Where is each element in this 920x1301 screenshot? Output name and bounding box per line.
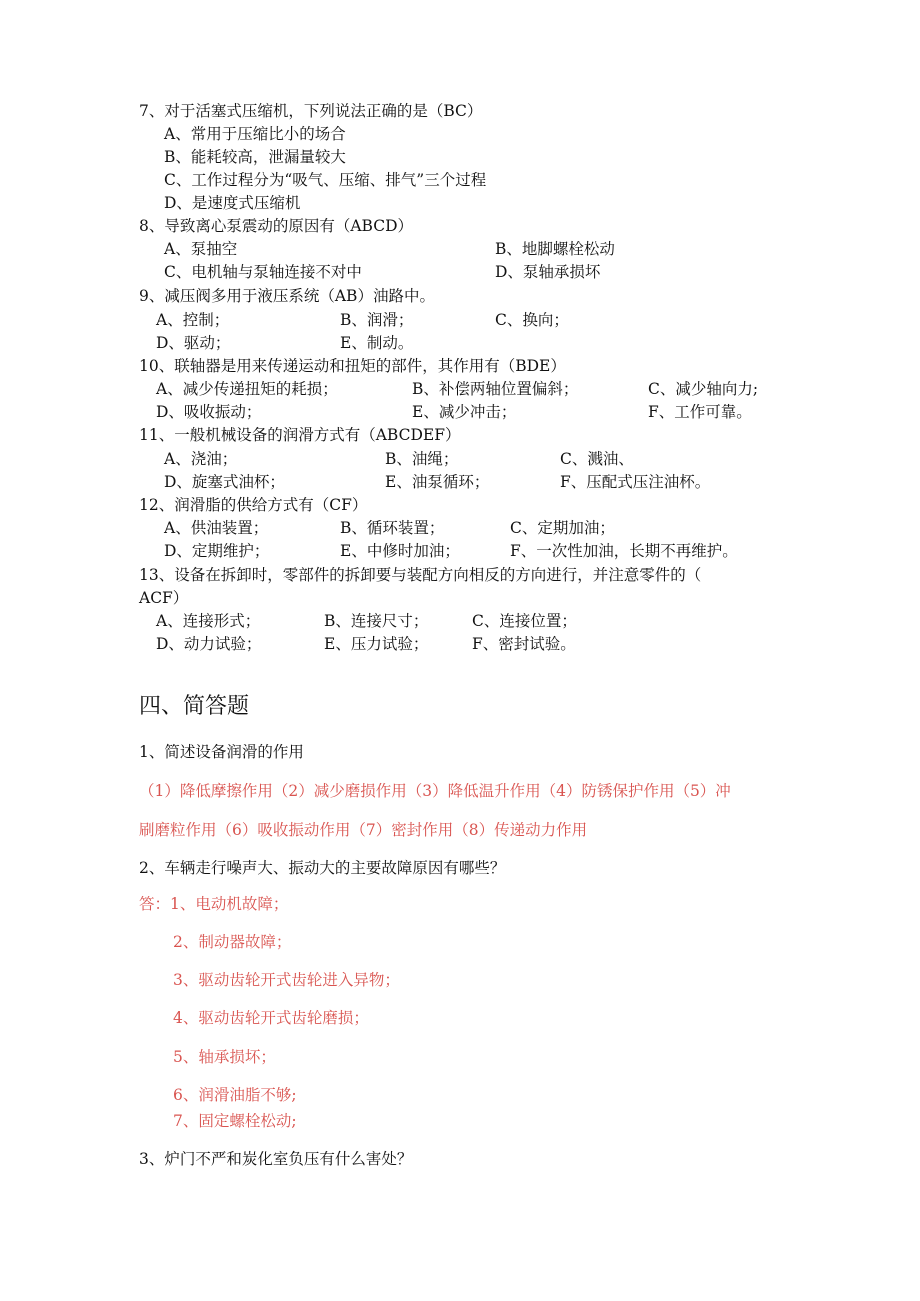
q10-option-c: C、减少轴向力; xyxy=(648,380,759,398)
q11-stem: 11、一般机械设备的润滑方式有（ABCDEF） xyxy=(139,426,461,444)
q9-option-a: A、控制； xyxy=(156,311,230,329)
q11-option-e: E、油泵循环； xyxy=(385,473,490,491)
q7-option-c: C、工作过程分为“吸气、压缩、排气”三个过程 xyxy=(164,171,487,189)
q8-stem: 8、导致离心泵震动的原因有（ABCD） xyxy=(139,217,414,235)
sa-q2-answer-4: 4、驱动齿轮开式齿轮磨损； xyxy=(173,1009,369,1027)
q9-stem: 9、减压阀多用于液压系统（AB）油路中。 xyxy=(139,287,435,305)
q10-option-f: F、工作可靠。 xyxy=(648,403,752,421)
q8-option-b: B、地脚螺栓松动 xyxy=(495,240,615,258)
q13-stem: 13、设备在拆卸时，零部件的拆卸要与装配方向相反的方向进行，并注意零件的（ xyxy=(139,566,702,584)
q12-stem: 12、润滑脂的供给方式有（CF） xyxy=(139,496,368,514)
q12-option-c: C、定期加油； xyxy=(510,519,615,537)
sa-q2-answer-7: 7、固定螺栓松动; xyxy=(173,1112,297,1130)
q13-stem-cont: ACF） xyxy=(139,589,189,607)
q9-option-c: C、换向； xyxy=(495,311,569,329)
q11-option-d: D、旋塞式油杯； xyxy=(164,473,285,491)
q8-option-d: D、泵轴承损坏 xyxy=(495,263,601,281)
q7-option-b: B、能耗较高，泄漏量较大 xyxy=(164,148,346,166)
q8-option-a: A、泵抽空 xyxy=(164,240,238,258)
q13-option-b: B、连接尺寸； xyxy=(324,612,429,630)
q12-option-a: A、供油装置； xyxy=(164,519,269,537)
q11-option-c: C、溅油、 xyxy=(560,450,634,468)
sa-q1-answer-line1: （1）降低摩擦作用（2）减少磨损作用（3）降低温升作用（4）防锈保护作用（5）冲 xyxy=(139,782,731,800)
sa-q2-answer-1: 答：1、电动机故障； xyxy=(139,895,289,913)
q11-option-b: B、油绳； xyxy=(385,450,459,468)
sa-q2-stem: 2、车辆走行噪声大、振动大的主要故障原因有哪些？ xyxy=(139,859,506,877)
section-title: 四、简答题 xyxy=(139,694,250,719)
sa-q1-stem: 1、简述设备润滑的作用 xyxy=(139,743,304,761)
q13-option-e: E、压力试验； xyxy=(324,635,429,653)
q9-option-b: B、润滑； xyxy=(340,311,414,329)
q13-option-d: D、动力试验； xyxy=(156,635,262,653)
q11-option-f: F、压配式压注油杯。 xyxy=(560,473,711,491)
q9-option-d: D、驱动； xyxy=(156,334,231,352)
q9-option-e: E、制动。 xyxy=(340,334,414,352)
sa-q3-stem: 3、炉门不严和炭化室负压有什么害处？ xyxy=(139,1150,413,1168)
sa-q1-answer-line2: 刷磨粒作用（6）吸收振动作用（7）密封作用（8）传递动力作用 xyxy=(139,821,588,839)
q13-option-a: A、连接形式； xyxy=(156,612,261,630)
q7-option-a: A、常用于压缩比小的场合 xyxy=(164,125,346,143)
sa-q2-answer-3: 3、驱动齿轮开式齿轮进入异物； xyxy=(173,971,400,989)
q10-option-e: E、减少冲击； xyxy=(412,403,517,421)
q10-stem: 10、联轴器是用来传递运动和扭矩的部件，其作用有（BDE） xyxy=(139,357,566,375)
q11-option-a: A、浇油； xyxy=(164,450,238,468)
q7-stem: 7、对于活塞式压缩机，下列说法正确的是（BC） xyxy=(139,102,483,120)
q8-option-c: C、电机轴与泵轴连接不对中 xyxy=(164,263,362,281)
q12-option-f: F、一次性加油，长期不再维护。 xyxy=(510,542,738,560)
q12-option-d: D、定期维护； xyxy=(164,542,270,560)
sa-q2-answer-6: 6、润滑油脂不够; xyxy=(173,1086,297,1104)
q7-option-d: D、是速度式压缩机 xyxy=(164,194,301,212)
q10-option-b: B、补偿两轴位置偏斜； xyxy=(412,380,579,398)
q13-option-c: C、连接位置； xyxy=(472,612,577,630)
sa-q2-answer-5: 5、轴承损坏； xyxy=(173,1048,276,1066)
q12-option-e: E、中修时加油； xyxy=(340,542,460,560)
q12-option-b: B、循环装置； xyxy=(340,519,445,537)
q10-option-d: D、吸收振动； xyxy=(156,403,262,421)
sa-q2-answer-2: 2、制动器故障； xyxy=(173,933,292,951)
q13-option-f: F、密封试验。 xyxy=(472,635,576,653)
q10-option-a: A、减少传递扭矩的耗损； xyxy=(156,380,338,398)
